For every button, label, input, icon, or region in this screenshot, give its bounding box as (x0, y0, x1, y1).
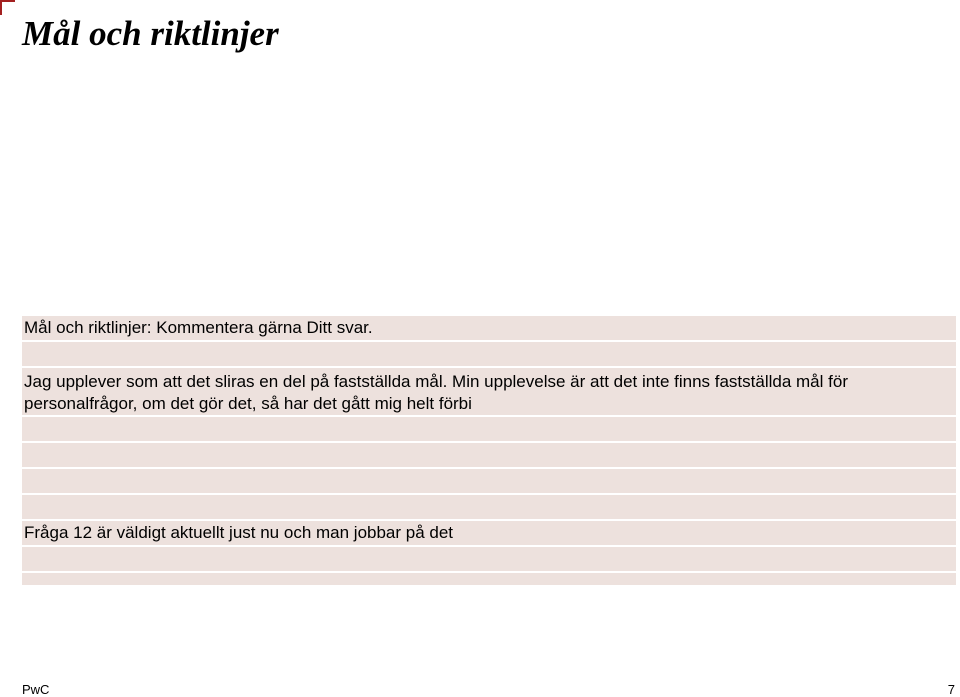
comment-row-1 (22, 368, 956, 417)
table-row (22, 495, 956, 521)
comment-header: Mål och riktlinjer: Kommentera gärna Ditt svar. (24, 318, 373, 337)
comment-header-row (22, 316, 956, 342)
table-row (22, 417, 956, 443)
comment-row-2 (22, 521, 956, 547)
table-row (22, 342, 956, 368)
table-row (22, 573, 956, 587)
comment-text-2: Fråga 12 är väldigt aktuellt just nu och man jobbar på det (24, 523, 454, 542)
table-row (22, 547, 956, 573)
comment-table (22, 316, 956, 587)
comment-text-1: Jag upplever som att det sliras en del på fastställda mål. Min upplevelse är att det inte finns fastställda mål för personalfrågor, om det gör det, så har det gått mig helt förbi (24, 372, 853, 413)
table-row (22, 443, 956, 469)
corner-accent (0, 0, 15, 15)
footer-brand: PwC (22, 682, 50, 697)
page-number: 7 (947, 682, 955, 697)
slide-title: Mål och riktlinjer (22, 14, 279, 53)
table-row (22, 469, 956, 495)
